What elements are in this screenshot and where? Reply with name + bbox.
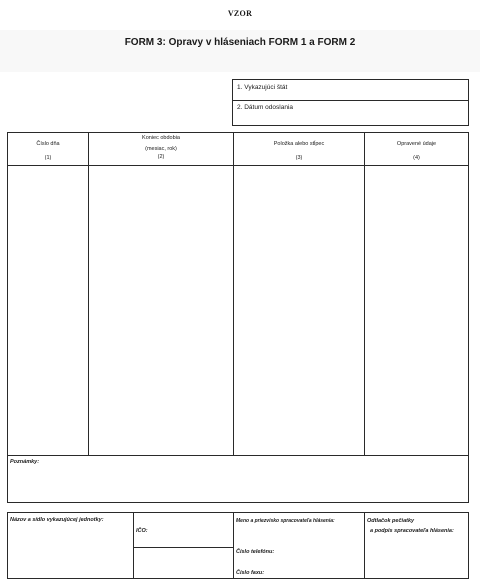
preparer-label: Meno a priezvisko spracovateľa hlásenia: — [236, 518, 335, 524]
reporting-state-label: 1. Vykazujúci štát — [237, 84, 288, 91]
column-number: (4) — [413, 155, 420, 161]
form-title: FORM 3: Opravy v hláseniach FORM 1 a FORM 2 — [124, 37, 356, 48]
notes-label: Poznámky: — [10, 459, 40, 465]
footer-divider-3 — [364, 513, 365, 578]
stamp-label-line-1: Odtlačok pečiatky — [367, 518, 415, 524]
send-date-label: 2. Dátum odoslania — [237, 104, 294, 111]
column-number: (1) — [44, 155, 52, 161]
notes-box — [7, 455, 469, 503]
col-divider-3 — [364, 133, 365, 455]
footer-divider-1 — [133, 513, 134, 578]
column-subtitle: (mesiac, rok) — [145, 146, 177, 152]
info-box — [232, 79, 469, 126]
column-title: Opravené údaje — [396, 141, 437, 147]
column-title: Koniec obdobia — [142, 135, 180, 141]
column-header-period-end — [89, 134, 233, 161]
footer-divider-2 — [233, 513, 234, 578]
header-divider — [8, 165, 468, 166]
column-header-day — [8, 140, 88, 162]
ico-label: IČO: — [136, 528, 148, 534]
corrections-table — [7, 132, 469, 456]
stamp-label-line-2: a podpis spracovateľa hlásenia: — [370, 528, 454, 534]
vzor-label: VZOR — [227, 9, 253, 18]
column-number: (2) — [157, 154, 165, 160]
column-title: Položka alebo stĺpec — [273, 141, 325, 147]
ico-bottom-line — [133, 547, 233, 548]
footer-box — [7, 512, 469, 579]
column-title: Číslo dňa — [36, 141, 60, 147]
fax-label: Číslo faxu: — [236, 570, 265, 576]
column-number: (3) — [295, 155, 303, 161]
col-divider-1 — [88, 133, 89, 455]
column-header-corrected-data — [365, 140, 468, 162]
column-header-item — [234, 140, 364, 162]
phone-label: Číslo telefónu: — [236, 549, 275, 555]
col-divider-2 — [233, 133, 234, 455]
entity-label: Názov a sídlo vykazujúcej jednotky: — [10, 517, 104, 523]
info-divider — [233, 100, 468, 101]
